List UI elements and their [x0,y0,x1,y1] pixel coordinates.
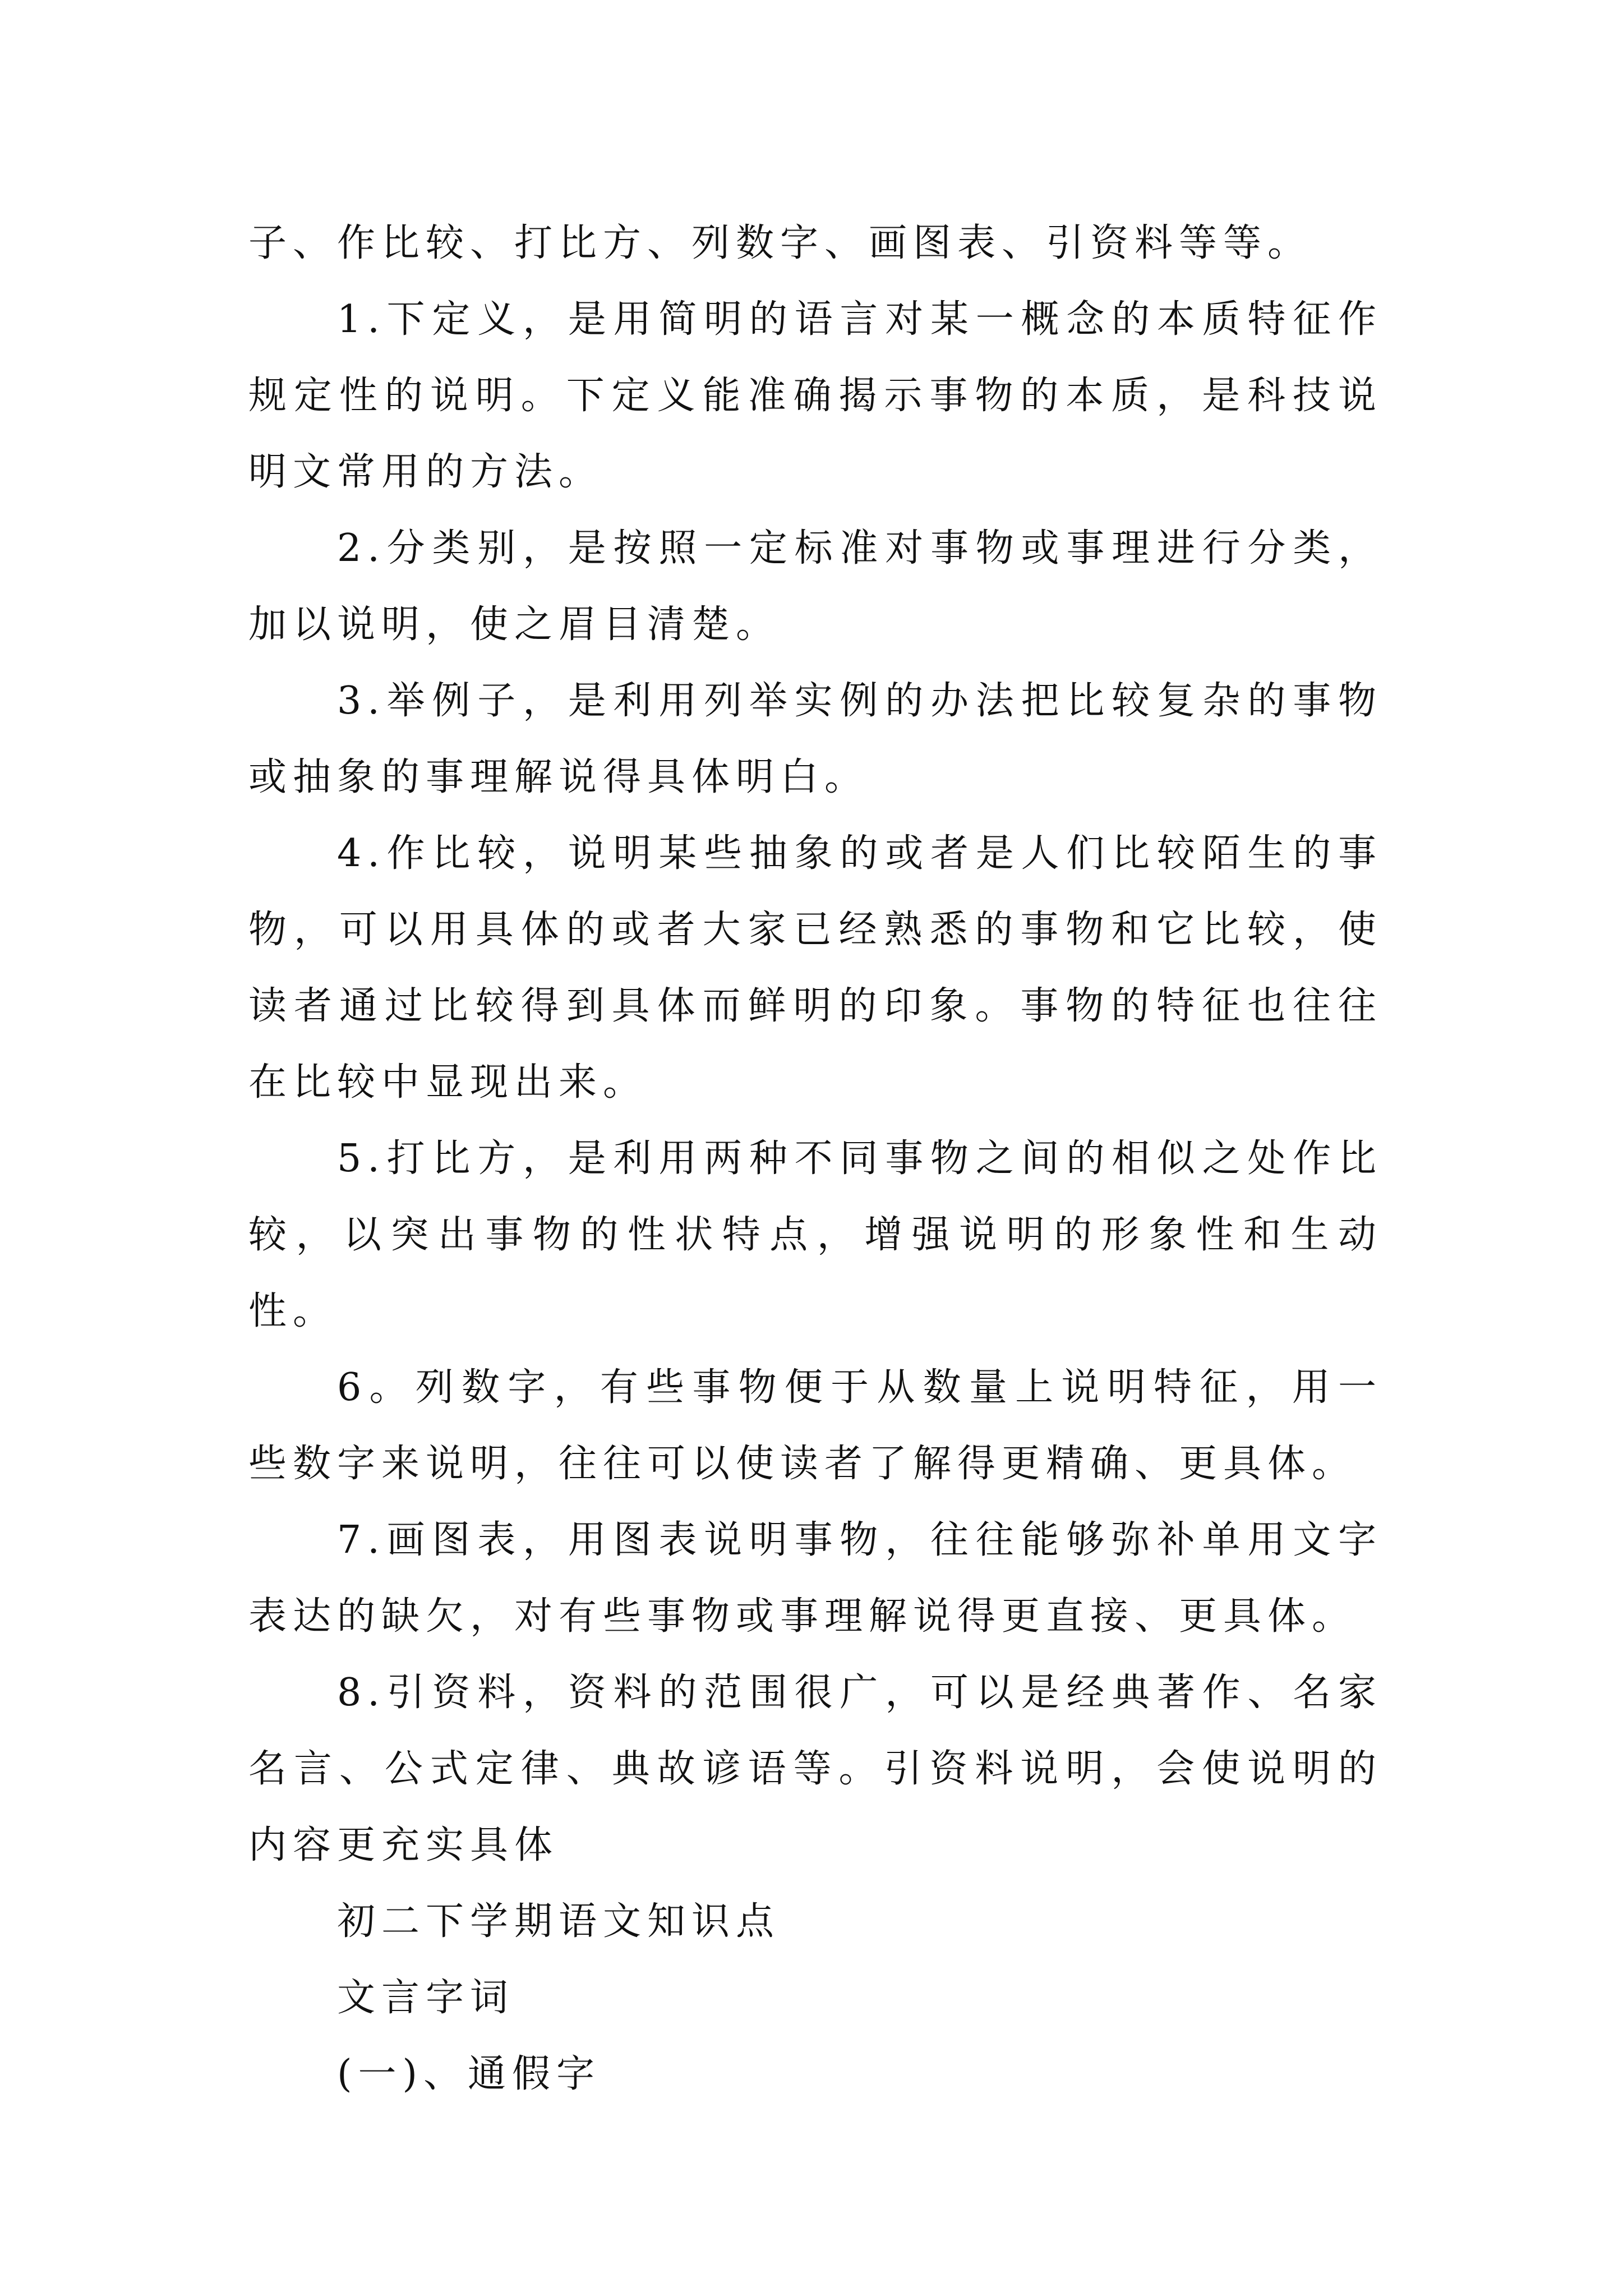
paragraph-citations: 8.引资料，资料的范围很广，可以是经典著作、名家名言、公式定律、典故谚语等。引资料说明，会使说明的内容更充实具体 [248,1671,1382,1867]
paragraph-charts: 7.画图表，用图表说明事物，往往能够弥补单用文字表达的缺欠，对有些事物或事理解说得更直接、更具体。 [248,1518,1382,1639]
subsection-heading: 文言字词 [337,1976,515,2020]
paragraph-numbers: 6。列数字，有些事物便于从数量上说明特征，用一些数字来说明，往往可以使读者了解得更精确、更具体。 [248,1365,1382,1486]
paragraph-analogy: 5.打比方，是利用两种不同事物之间的相似之处作比较，以突出事物的性状特点，增强说明的形象性和生动性。 [248,1137,1382,1333]
paragraph-classification: 2.分类别，是按照一定标准对事物或事理进行分类，加以说明，使之眉目清楚。 [248,526,1382,647]
paragraph-comparison: 4.作比较，说明某些抽象的或者是人们比较陌生的事物，可以用具体的或者大家已经熟悉的事物和它比较，使读者通过比较得到具体而鲜明的印象。事物的特征也往往在比较中显现出来。 [248,831,1382,1105]
document-body [248,205,1382,2113]
section-heading: 初二下学期语文知识点 [337,1899,781,1944]
paragraph-continuation: 子、作比较、打比方、列数字、画图表、引资料等等。 [248,221,1312,265]
subsubsection-heading: (一)、通假字 [337,2052,601,2096]
paragraph-definition: 1.下定义，是用简明的语言对某一概念的本质特征作规定性的说明。下定义能准确揭示事物的本质，是科技说明文常用的方法。 [248,297,1382,494]
paragraph-examples: 3.举例子，是利用列举实例的办法把比较复杂的事物或抽象的事理解说得具体明白。 [248,679,1382,799]
